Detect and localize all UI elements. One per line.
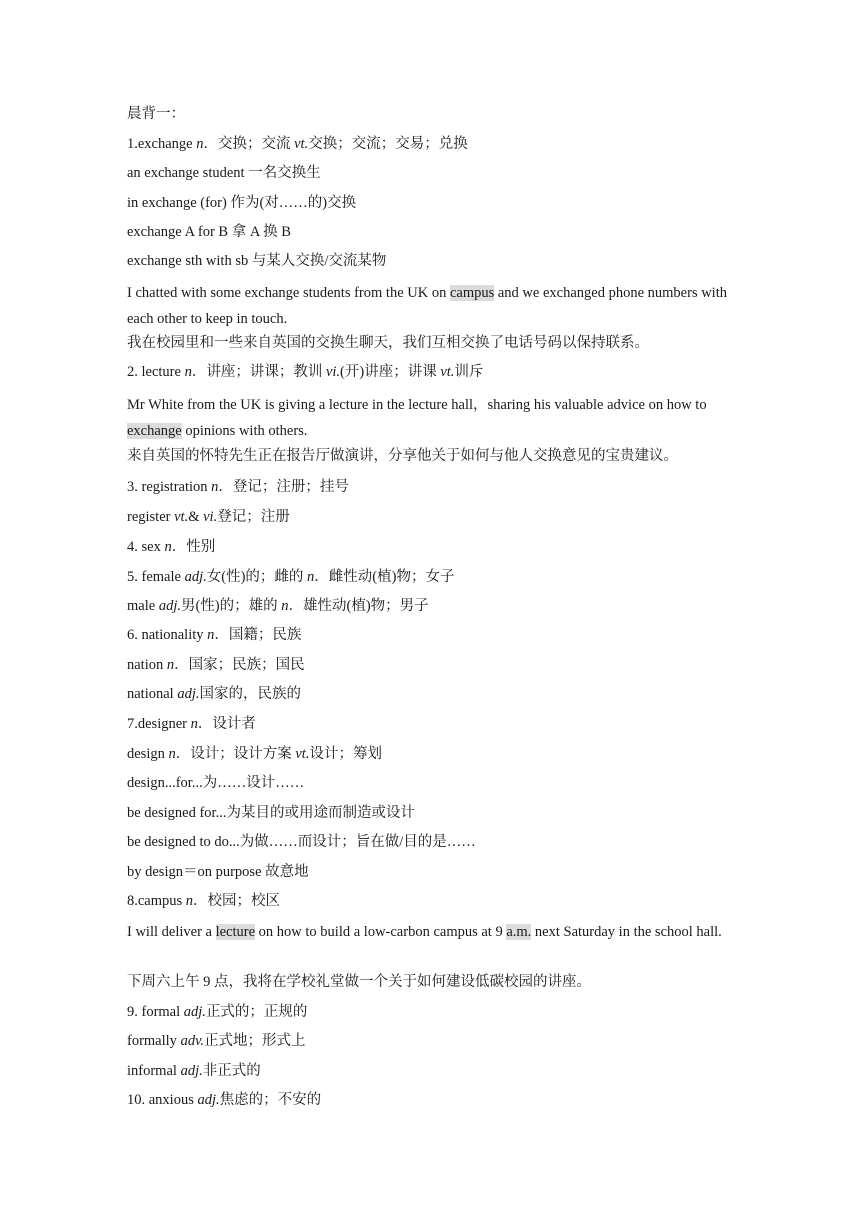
part-of-speech: adv. (180, 1033, 205, 1049)
part-of-speech: vi. (203, 509, 218, 525)
part-of-speech: adj. (158, 598, 181, 614)
part-of-speech: n (168, 746, 176, 762)
part-of-speech: n (184, 364, 192, 380)
text-segment: 交换；交流；交易；兑换 (308, 136, 468, 152)
part-of-speech: n (190, 716, 198, 732)
part-of-speech: n (307, 569, 315, 585)
text-segment: 3. registration (127, 479, 212, 495)
text-segment: an exchange student 一名交换生 (127, 165, 321, 181)
highlighted-word: a.m. (506, 924, 532, 940)
text-segment: 非正式的 (202, 1063, 261, 1079)
text-segment: 6. nationality (127, 627, 208, 643)
text-segment: in exchange (for) 作为(对……的)交换 (127, 195, 357, 211)
text-line (127, 972, 742, 992)
text-line (127, 1002, 742, 1022)
text-line (127, 596, 742, 616)
text-line (127, 222, 742, 242)
text-segment: ．讲座；讲课；教训 (191, 364, 326, 380)
text-line (127, 251, 742, 271)
text-line (127, 1031, 742, 1051)
text-segment: I chatted with some exchange students from the UK on (127, 285, 450, 301)
text-segment: 男(性)的；雄的 (180, 598, 282, 614)
text-segment: ．国籍；民族 (214, 627, 302, 643)
part-of-speech: n (281, 598, 289, 614)
text-segment: and we exchanged phone numbers with each other to keep in touch. (127, 285, 727, 327)
text-segment: male (127, 598, 159, 614)
part-of-speech: vt. (295, 746, 310, 762)
text-segment: 焦虑的；不安的 (219, 1092, 322, 1108)
part-of-speech: vt. (440, 364, 455, 380)
text-line (127, 832, 742, 852)
text-segment: & (188, 509, 204, 525)
text-segment: Mr White from the UK is giving a lecture in the lecture hall，sharing his valuable advice on how to (127, 397, 707, 413)
text-segment: ．设计；设计方案 (175, 746, 296, 762)
text-line (127, 714, 742, 734)
text-line (127, 803, 742, 823)
text-segment: 来自英国的怀特先生正在报告厅做演讲，分享他关于如何与他人交换意见的宝贵建议。 (127, 448, 678, 464)
text-segment: ．设计者 (197, 716, 256, 732)
text-line (127, 333, 742, 353)
heading: 晨背一： (127, 106, 185, 122)
highlighted-word: campus (449, 285, 495, 301)
text-segment: exchange sth with sb 与某人交换/交流某物 (127, 253, 387, 269)
text-line (127, 1061, 742, 1081)
text-line (127, 392, 742, 444)
text-segment: ．交换；交流 (203, 136, 295, 152)
text-segment: 正式地；形式上 (204, 1033, 306, 1049)
text-line (127, 507, 742, 527)
text-line (127, 477, 742, 497)
text-line (127, 134, 742, 154)
part-of-speech: n (164, 539, 172, 555)
text-segment: nation (127, 657, 167, 673)
text-line (127, 655, 742, 675)
text-segment: (开)讲座；讲课 (340, 364, 441, 380)
text-segment: I will deliver a (127, 924, 216, 940)
text-segment: 正式的；正规的 (205, 1004, 308, 1020)
text-segment: ．校园；校区 (193, 893, 281, 909)
part-of-speech: adj. (183, 1004, 206, 1020)
text-line (127, 446, 742, 466)
highlighted-word: lecture (215, 924, 256, 940)
text-segment: next Saturday in the school hall. (531, 924, 722, 940)
text-segment: ．国家；民族；国民 (174, 657, 305, 673)
part-of-speech: adj. (184, 569, 207, 585)
text-segment: 7.designer (127, 716, 191, 732)
text-segment: ．雄性动(植)物；男子 (288, 598, 429, 614)
text-segment: 训斥 (454, 364, 484, 380)
text-segment: be designed for...为某目的或用途而制造或设计 (127, 805, 415, 821)
text-segment: 我在校园里和一些来自英国的交换生聊天，我们互相交换了电话号码以保持联系。 (127, 335, 649, 351)
text-segment: 10. anxious (127, 1092, 198, 1108)
text-segment: 1.exchange (127, 136, 197, 152)
text-segment: on how to build a low-carbon campus at 9 (255, 924, 507, 940)
text-segment: be designed to do...为做……而设计；旨在做/目的是…… (127, 834, 476, 850)
text-segment: 8.campus (127, 893, 186, 909)
highlighted-word: exchange (127, 423, 182, 439)
part-of-speech: n (196, 136, 204, 152)
part-of-speech: n (211, 479, 219, 495)
text-segment: design...for...为……设计…… (127, 775, 305, 791)
text-line (127, 862, 742, 882)
text-segment: formally (127, 1033, 181, 1049)
text-segment: by design＝on purpose 故意地 (127, 864, 309, 880)
text-segment: 登记；注册 (217, 509, 290, 525)
part-of-speech: adj. (177, 686, 200, 702)
text-segment: 2. lecture (127, 364, 185, 380)
text-segment: ．性别 (171, 539, 216, 555)
text-segment: informal (127, 1063, 181, 1079)
part-of-speech: n (166, 657, 175, 673)
text-line (127, 362, 742, 382)
text-line (127, 625, 742, 645)
text-line (127, 1090, 742, 1110)
text-segment: 5. female (127, 569, 185, 585)
text-segment: register (127, 509, 175, 525)
text-segment: design (127, 746, 169, 762)
part-of-speech: n (207, 627, 215, 643)
text-line (127, 193, 742, 213)
text-segment: 国家的，民族的 (199, 686, 301, 702)
text-segment: 下周六上午 9 点，我将在学校礼堂做一个关于如何建设低碳校园的讲座。 (127, 974, 591, 990)
text-segment: exchange A for B 拿 A 换 B (127, 224, 291, 240)
text-segment: ．登记；注册；挂号 (218, 479, 349, 495)
text-line (127, 919, 742, 945)
text-segment: opinions with others. (181, 423, 308, 439)
text-line (127, 684, 742, 704)
text-line (127, 891, 742, 911)
text-segment: 女(性)的；雌的 (206, 569, 308, 585)
text-line (127, 537, 742, 557)
text-segment: national (127, 686, 178, 702)
text-segment: ．雌性动(植)物；女子 (314, 569, 455, 585)
text-line (127, 773, 742, 793)
text-line (127, 280, 742, 332)
text-segment: 4. sex (127, 539, 165, 555)
part-of-speech: vi. (325, 364, 341, 380)
text-line (127, 163, 742, 183)
text-line (127, 567, 742, 587)
text-line (127, 744, 742, 764)
part-of-speech: vt. (174, 509, 189, 525)
part-of-speech: adj. (197, 1092, 220, 1108)
part-of-speech: n (185, 893, 194, 909)
part-of-speech: vt. (294, 136, 309, 152)
part-of-speech: adj. (180, 1063, 203, 1079)
text-segment: 设计；筹划 (309, 746, 382, 762)
text-segment: 9. formal (127, 1004, 184, 1020)
